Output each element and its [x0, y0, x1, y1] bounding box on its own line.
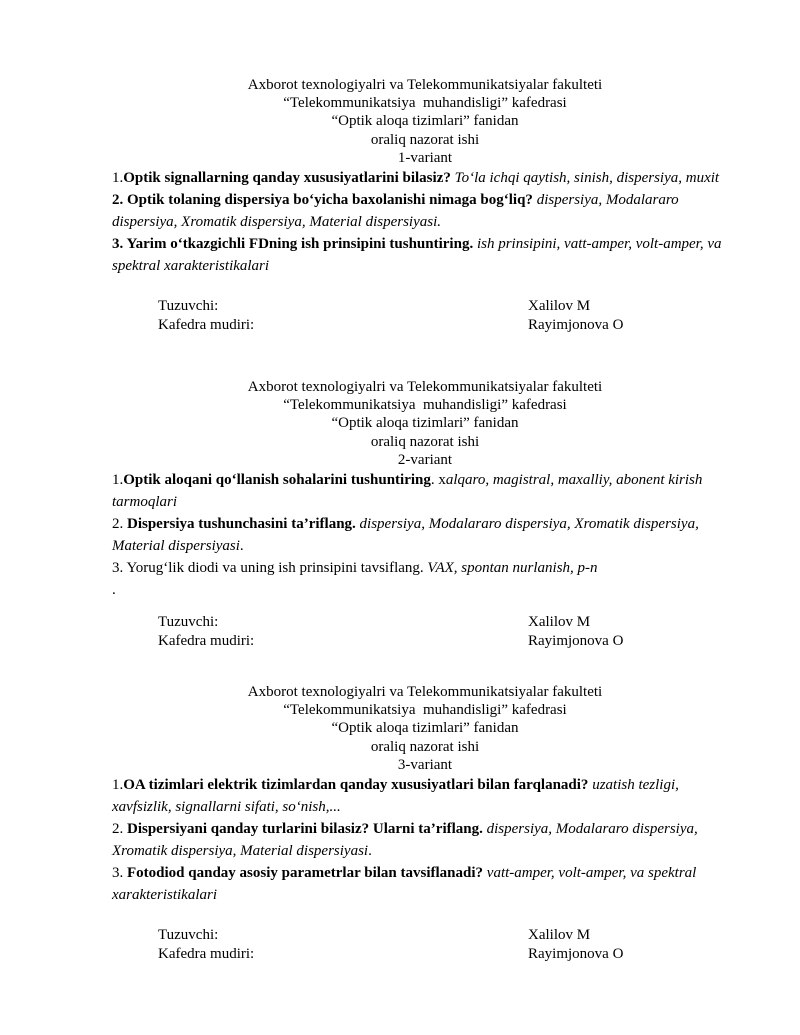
- subject-line: “Optik aloqa tizimlari” fanidan: [331, 720, 519, 737]
- question-answer: dispersiya, Modalararo dispersiya, Xromatik dispersiya, Material dispersiyasi.: [112, 192, 679, 231]
- question-text: 3. Yorug‘lik diodi va uning ish prinsipini tavsiflang.: [112, 560, 428, 577]
- question-2: [112, 189, 738, 233]
- question-text: Dispersiyani qanday turlarini bilasiz? Ularni ta’riflang.: [127, 821, 483, 838]
- author-label: Tuzuvchi:: [158, 614, 219, 631]
- variant-number: 2-variant: [397, 451, 453, 468]
- question-number: 1.: [112, 170, 124, 187]
- question-1: [112, 167, 738, 189]
- faculty-line: Axborot texnologiyalri va Telekommunikatsiyalar fakulteti: [247, 684, 603, 700]
- department-line: “Telekommunikatsiya muhandisligi” kafedrasi: [283, 95, 567, 112]
- head-label: Kafedra mudiri:: [158, 317, 255, 334]
- signature-block: [112, 926, 738, 964]
- question-answer: To‘la ichqi qaytish, sinish, dispersiya, muxit: [450, 170, 720, 187]
- head-label: Kafedra mudiri:: [158, 633, 255, 650]
- question-text: Fotodiod qanday asosiy parametrlar bilan tavsiflanadi?: [127, 865, 484, 882]
- question-number: 2.: [112, 192, 127, 209]
- question-3: [112, 233, 738, 277]
- trailing-dot: .: [112, 582, 116, 599]
- variant-2-section: [112, 378, 738, 651]
- exam-line: oraliq nazorat ishi: [370, 131, 480, 148]
- question-number: 2.: [112, 516, 127, 533]
- question-answer: vatt-amper, volt-amper, va spektral xarakteristikalari: [112, 865, 697, 904]
- question-number: 2.: [112, 821, 127, 838]
- exam-line: oraliq nazorat ishi: [370, 738, 480, 755]
- variant-3-section: [112, 683, 738, 964]
- question-text: Optik signallarning qanday xususiyatlarini bilasiz?: [123, 170, 451, 187]
- question-1: [112, 774, 738, 818]
- question-number: 3.: [112, 865, 127, 882]
- author-name: Xalilov M: [528, 927, 591, 944]
- exam-header: [112, 378, 738, 469]
- head-name: Rayimjonova O: [528, 633, 624, 650]
- question-tail: .: [239, 538, 244, 555]
- question-answer: ish prinsipini, vatt-amper, volt-amper, va spektral xarakteristikalari: [112, 236, 722, 275]
- subject-line: “Optik aloqa tizimlari” fanidan: [331, 113, 519, 130]
- exam-header: [112, 683, 738, 774]
- head-name: Rayimjonova O: [528, 317, 624, 334]
- question-separator: . x: [430, 472, 446, 489]
- faculty-line: Axborot texnologiyalri va Telekommunikatsiyalar fakulteti: [247, 379, 603, 395]
- department-line: “Telekommunikatsiya muhandisligi” kafedrasi: [283, 702, 567, 719]
- question-answer: dispersiya, Modalararo dispersiya, Xromatik dispersiya, Material dispersiyasi: [112, 821, 698, 860]
- question-number: 3.: [112, 236, 127, 253]
- author-name: Xalilov M: [528, 614, 591, 631]
- head-name: Rayimjonova O: [528, 946, 624, 963]
- question-text: Optik tolaning dispersiya bo‘yicha baxolanishi nimaga bog‘liq?: [127, 192, 533, 209]
- department-line: “Telekommunikatsiya muhandisligi” kafedrasi: [283, 397, 567, 414]
- variant-1-section: [112, 76, 738, 335]
- question-text: Yarim o‘tkazgichli FDning ish prinsipini tushuntiring.: [126, 236, 474, 253]
- author-label: Tuzuvchi:: [158, 927, 219, 944]
- author-name: Xalilov M: [528, 298, 591, 315]
- question-3: [112, 862, 738, 906]
- variant-number: 3-variant: [397, 756, 453, 773]
- question-text: OA tizimlari elektrik tizimlardan qanday xususiyatlari bilan farqlanadi?: [123, 777, 589, 794]
- question-number: 1.: [112, 472, 124, 489]
- question-tail: .: [368, 843, 372, 860]
- question-text: Dispersiya tushunchasini ta’riflang.: [127, 516, 356, 533]
- question-3: [112, 557, 738, 579]
- exam-header: [112, 76, 738, 167]
- question-2: [112, 513, 738, 557]
- subject-line: “Optik aloqa tizimlari” fanidan: [331, 415, 519, 432]
- exam-line: oraliq nazorat ishi: [370, 433, 480, 450]
- question-number: 1.: [112, 777, 124, 794]
- question-answer: VAX, spontan nurlanish, p-n: [427, 560, 598, 577]
- signature-block: [112, 613, 738, 651]
- signature-block: [112, 297, 738, 335]
- head-label: Kafedra mudiri:: [158, 946, 255, 963]
- faculty-line: Axborot texnologiyalri va Telekommunikatsiyalar fakulteti: [247, 77, 603, 93]
- question-answer: dispersiya, Modalararo dispersiya, Xromatik dispersiya, Material dispersiyasi: [112, 516, 699, 555]
- question-2: [112, 818, 738, 862]
- variant-number: 1-variant: [397, 149, 453, 166]
- author-label: Tuzuvchi:: [158, 298, 219, 315]
- question-answer: uzatish tezligi, xavfsizlik, signallarni sifati, so‘nish,...: [112, 777, 679, 816]
- question-answer: alqaro, magistral, maxalliy, abonent kirish tarmoqlari: [112, 472, 703, 511]
- question-1: [112, 469, 738, 513]
- question-text: Optik aloqani qo‘llanish sohalarini tushuntiring: [123, 472, 431, 489]
